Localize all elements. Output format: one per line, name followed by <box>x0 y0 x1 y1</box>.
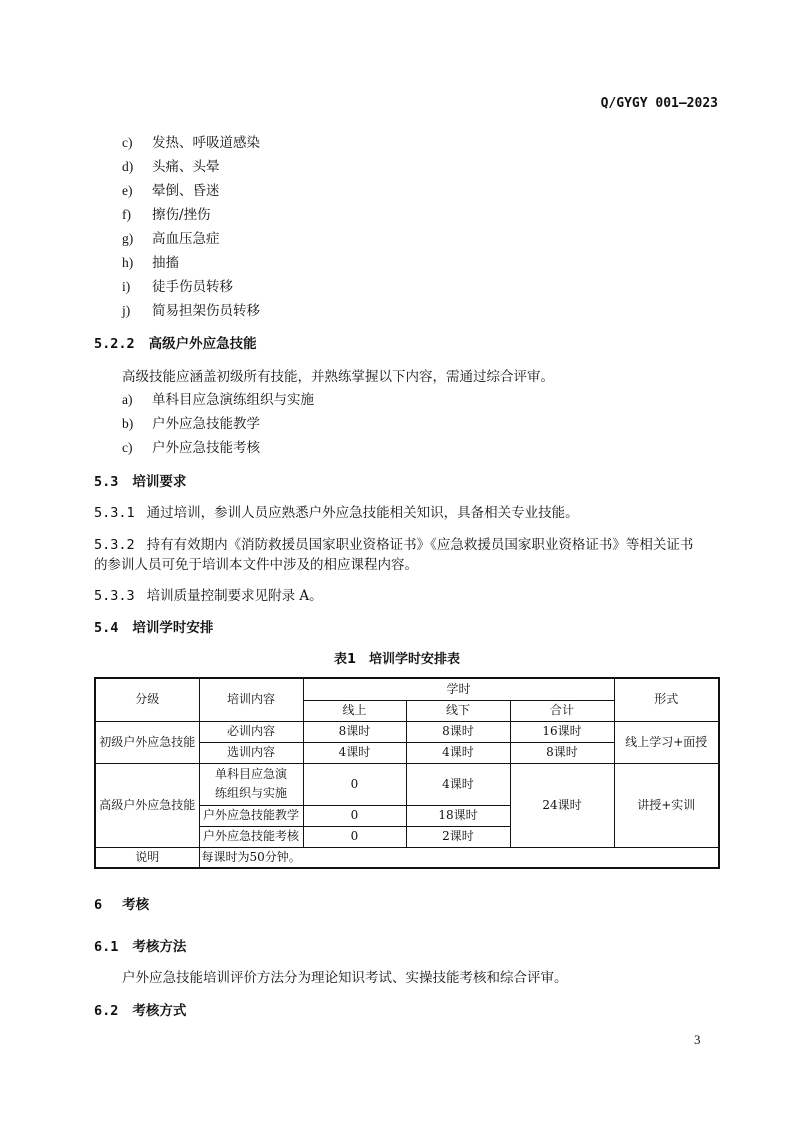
paragraph-text: 持有有效期内《消防救援员国家职业资格证书》《应急救援员国家职业资格证书》等相关证书 <box>146 537 694 553</box>
section-title: 考核方法 <box>132 939 187 955</box>
list-marker: b) <box>122 416 134 431</box>
section-title: 培训要求 <box>132 474 187 490</box>
section-title: 高级户外应急技能 <box>148 336 257 352</box>
note-text: 每课时为50分钟。 <box>199 847 719 868</box>
paragraph-text-continued: 的参训人员可免于培训本文件中涉及的相应课程内容。 <box>94 557 418 573</box>
list-marker: i) <box>122 279 131 294</box>
list-text: 擦伤/挫伤 <box>152 207 211 223</box>
table-row <box>95 721 719 742</box>
table-caption: 表1 培训学时安排表 <box>333 652 461 667</box>
paragraph-5-3-1 <box>94 501 579 521</box>
header-form: 形式 <box>614 678 719 721</box>
offline-cell: 2课时 <box>406 826 510 847</box>
online-cell: 8课时 <box>303 721 406 742</box>
section-number: 5.3.3 <box>94 588 135 604</box>
paragraph-text: 通过培训，参训人员应熟悉户外应急技能相关知识，具备相关专业技能。 <box>146 505 579 521</box>
list-text: 徒手伤员转移 <box>152 279 233 295</box>
offline-cell: 8课时 <box>406 721 510 742</box>
section-number: 6 <box>94 897 103 913</box>
section-number: 5.3.1 <box>94 505 135 521</box>
list-marker: j) <box>122 303 131 318</box>
offline-cell: 4课时 <box>406 763 510 805</box>
list-text: 发热、呼吸道感染 <box>152 135 260 151</box>
section-title: 考核方式 <box>132 1003 187 1019</box>
level-cell: 高级户外应急技能 <box>95 763 199 847</box>
online-cell: 0 <box>303 805 406 826</box>
header-online: 线上 <box>303 700 406 721</box>
paragraph-text: 培训质量控制要求见附录 A。 <box>146 588 323 604</box>
content-cell: 选训内容 <box>199 742 303 763</box>
list-marker: d) <box>122 159 134 174</box>
list-marker: c) <box>122 135 133 150</box>
training-hours-table <box>94 677 720 869</box>
section-heading-5-2-2 <box>94 332 257 352</box>
list-text: 单科目应急演练组织与实施 <box>152 392 314 408</box>
form-cell: 线上学习+面授 <box>614 721 719 763</box>
total-cell: 16课时 <box>510 721 614 742</box>
list-marker: c) <box>122 440 133 455</box>
list-text: 户外应急技能考核 <box>152 440 260 456</box>
list-item <box>122 251 179 271</box>
section-number: 5.3 <box>94 474 119 490</box>
list-item <box>122 227 220 247</box>
section-title: 培训学时安排 <box>132 620 214 636</box>
document-code: Q/GYGY 001—2023 <box>600 96 718 111</box>
list-marker: f) <box>122 207 131 222</box>
header-level: 分级 <box>95 678 199 721</box>
list-text: 抽搐 <box>152 255 179 271</box>
section-number: 5.4 <box>94 620 119 636</box>
content-cell: 单科目应急演练组织与实施 <box>199 763 303 805</box>
list-item <box>122 388 314 408</box>
header-total: 合计 <box>510 700 614 721</box>
page-number: 3 <box>694 1032 701 1047</box>
header-hours: 学时 <box>303 678 614 700</box>
list-text: 头痛、头晕 <box>152 159 220 175</box>
section-number: 6.2 <box>94 1003 119 1019</box>
form-cell: 讲授+实训 <box>614 763 719 847</box>
list-text: 户外应急技能教学 <box>152 416 260 432</box>
list-item <box>122 155 220 175</box>
list-marker: e) <box>122 183 133 198</box>
header-content: 培训内容 <box>199 678 303 721</box>
section-number: 6.1 <box>94 939 119 955</box>
section-number: 5.2.2 <box>94 336 135 352</box>
section-heading-6-2 <box>94 999 186 1019</box>
section-heading-6 <box>94 893 149 913</box>
content-cell: 户外应急技能考核 <box>199 826 303 847</box>
content-cell: 户外应急技能教学 <box>199 805 303 826</box>
section-title: 考核 <box>122 897 150 913</box>
paragraph-5-3-2 <box>94 533 693 553</box>
offline-cell: 4课时 <box>406 742 510 763</box>
list-item <box>122 299 260 319</box>
list-item <box>122 131 260 151</box>
section-heading-5-4 <box>94 616 213 636</box>
list-text: 高血压急症 <box>152 231 220 247</box>
list-item <box>122 203 211 223</box>
online-cell: 0 <box>303 763 406 805</box>
total-cell: 24课时 <box>510 763 614 847</box>
list-item <box>122 275 233 295</box>
list-item <box>122 179 220 199</box>
paragraph: 户外应急技能培训评价方法分为理论知识考试、实操技能考核和综合评审。 <box>122 970 568 986</box>
content-cell: 必训内容 <box>199 721 303 742</box>
offline-cell: 18课时 <box>406 805 510 826</box>
section-heading-5-3 <box>94 470 186 490</box>
level-cell: 初级户外应急技能 <box>95 721 199 763</box>
note-label: 说明 <box>95 847 199 868</box>
list-text: 简易担架伤员转移 <box>152 303 260 319</box>
online-cell: 0 <box>303 826 406 847</box>
section-number: 5.3.2 <box>94 537 135 553</box>
online-cell: 4课时 <box>303 742 406 763</box>
paragraph-5-3-3 <box>94 584 323 604</box>
list-item <box>122 412 260 432</box>
list-marker: g) <box>122 231 134 246</box>
paragraph: 高级技能应涵盖初级所有技能，并熟练掌握以下内容，需通过综合评审。 <box>122 369 554 385</box>
list-item <box>122 436 260 456</box>
list-marker: h) <box>122 255 134 270</box>
section-heading-6-1 <box>94 935 186 955</box>
table-note-row <box>95 847 719 868</box>
list-text: 晕倒、昏迷 <box>152 183 220 199</box>
table-row <box>95 763 719 805</box>
list-marker: a) <box>122 392 133 407</box>
total-cell: 8课时 <box>510 742 614 763</box>
header-offline: 线下 <box>406 700 510 721</box>
